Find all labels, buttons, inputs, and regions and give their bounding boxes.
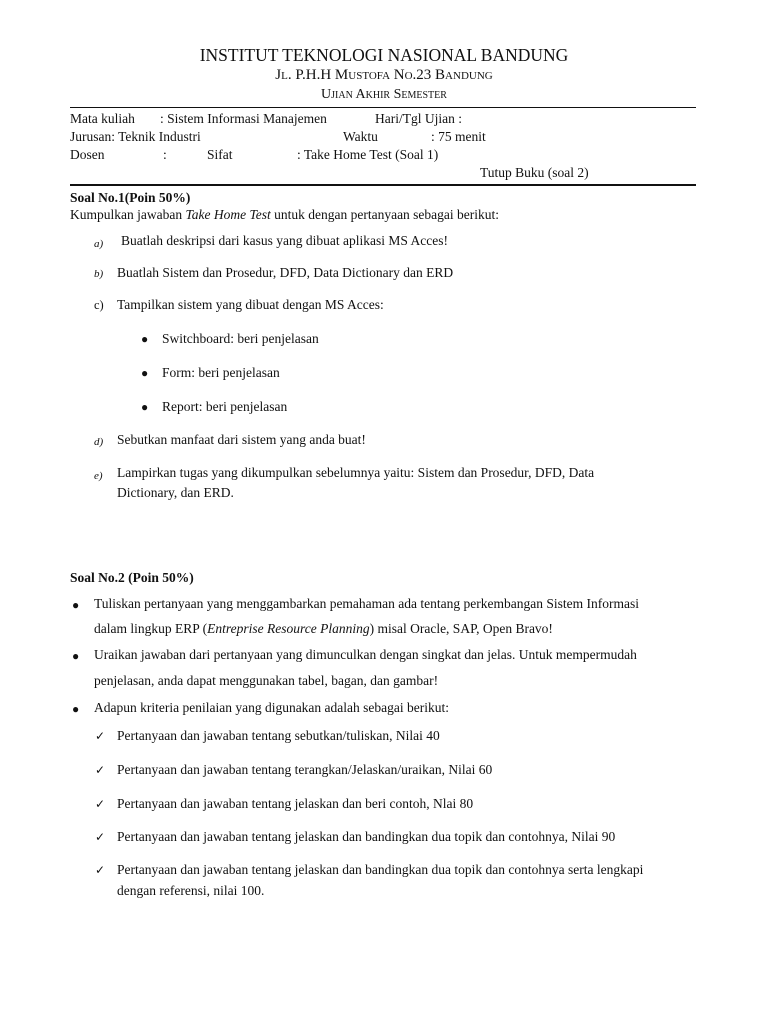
soal1-item-label: e) <box>94 470 103 482</box>
soal1-item-label: c) <box>94 298 104 312</box>
soal2-bullet-post: ) misal Oracle, SAP, Open Bravo! <box>369 621 553 636</box>
soal2-bullet-line: Adapun kriteria penilaian yang digunakan adalah sebagai berikut: <box>94 700 449 715</box>
waktu-label: Waktu <box>343 129 378 144</box>
header-rule-top <box>70 107 696 108</box>
institution-title: INSTITUT TEKNOLOGI NASIONAL BANDUNG <box>199 45 569 65</box>
soal1-item-label: a) <box>94 238 104 250</box>
soal1-item-text: Lampirkan tugas yang dikumpulkan sebelumnya yaitu: Sistem dan Prosedur, DFD, Data <box>117 465 595 480</box>
soal1-item-label: b) <box>94 268 104 280</box>
address-line: Jl. P.H.H Mustofa No.23 Bandung <box>275 67 493 83</box>
waktu-value: : 75 menit <box>431 129 486 144</box>
soal1-item-text: Sebutkan manfaat dari sistem yang anda buat! <box>117 432 366 447</box>
criteria-item: Pertanyaan dan jawaban tentang terangkan/Jelaskan/uraikan, Nilai 60 <box>117 762 493 777</box>
soal1-intro-pre: Kumpulkan jawaban <box>70 207 186 222</box>
checkmark-icon: ✓ <box>95 863 106 877</box>
criteria-item: Pertanyaan dan jawaban tentang jelaskan dan bandingkan dua topik dan contohnya, Nilai 90 <box>117 829 616 844</box>
mata-kuliah-label: Mata kuliah <box>70 111 135 126</box>
sifat-value: : Take Home Test (Soal 1) <box>297 147 439 162</box>
soal1-title: Soal No.1(Poin 50%) <box>70 190 191 205</box>
criteria-item: Pertanyaan dan jawaban tentang sebutkan/tuliskan, Nilai 40 <box>117 728 440 743</box>
mata-kuliah-value: : Sistem Informasi Manajemen <box>160 111 327 126</box>
soal2-title: Soal No.2 (Poin 50%) <box>70 570 194 585</box>
checkmark-icon: ✓ <box>95 763 106 777</box>
soal2-bullet-line: Uraikan jawaban dari pertanyaan yang dimunculkan dengan singkat dan jelas. Untuk mempermudah <box>94 647 637 662</box>
soal1-item-text-cont: Dictionary, dan ERD. <box>117 485 234 500</box>
soal2-bullet-em: Entreprise Resource Planning <box>207 621 370 636</box>
soal1-item-label: d) <box>94 436 104 448</box>
checkmark-icon: ✓ <box>95 729 106 743</box>
criteria-item: Pertanyaan dan jawaban tentang jelaskan dan bandingkan dua topik dan contohnya serta lengkapi <box>117 862 644 877</box>
jurusan-label: Jurusan: Teknik Industri <box>70 129 201 144</box>
criteria-item: Pertanyaan dan jawaban tentang jelaskan dan beri contoh, Nlai 80 <box>117 796 474 811</box>
soal2-bullet-pre: dalam lingkup ERP ( <box>94 621 208 636</box>
hari-tgl-label: Hari/Tgl Ujian : <box>375 111 462 126</box>
bullet-icon: ● <box>72 649 80 663</box>
soal1-item-text: Buatlah deskripsi dari kasus yang dibuat aplikasi MS Acces! <box>121 233 448 248</box>
checkmark-icon: ✓ <box>95 797 106 811</box>
bullet-icon: ● <box>141 366 149 380</box>
exam-title: Ujian Akhir Semester <box>321 87 447 102</box>
soal1-intro <box>70 207 499 223</box>
soal1-subitem: Report: beri penjelasan <box>162 399 288 414</box>
soal1-intro-post: untuk dengan pertanyaan sebagai berikut: <box>270 207 500 222</box>
soal2-bullet-line: penjelasan, anda dapat menggunakan tabel, bagan, dan gambar! <box>94 673 439 688</box>
soal1-subitem: Form: beri penjelasan <box>162 365 280 380</box>
soal1-intro-em: Take Home Test <box>185 207 271 222</box>
bullet-icon: ● <box>141 332 149 346</box>
bullet-icon: ● <box>72 702 80 716</box>
sifat-value-2: Tutup Buku (soal 2) <box>480 165 589 180</box>
dosen-label: Dosen <box>70 147 105 162</box>
soal2-bullet-line <box>94 621 553 637</box>
soal1-item-text: Tampilkan sistem yang dibuat dengan MS Acces: <box>117 297 384 312</box>
soal1-item-text: Buatlah Sistem dan Prosedur, DFD, Data Dictionary dan ERD <box>117 265 454 280</box>
checkmark-icon: ✓ <box>95 830 106 844</box>
criteria-item-cont: dengan referensi, nilai 100. <box>117 883 265 898</box>
soal2-bullet-line: Tuliskan pertanyaan yang menggambarkan pemahaman ada tentang perkembangan Sistem Informasi <box>94 596 639 611</box>
header-rule-bottom <box>70 184 696 186</box>
bullet-icon: ● <box>72 598 80 612</box>
sifat-label: Sifat <box>207 147 233 162</box>
bullet-icon: ● <box>141 400 149 414</box>
soal1-subitem: Switchboard: beri penjelasan <box>162 331 319 346</box>
dosen-colon: : <box>163 147 167 162</box>
